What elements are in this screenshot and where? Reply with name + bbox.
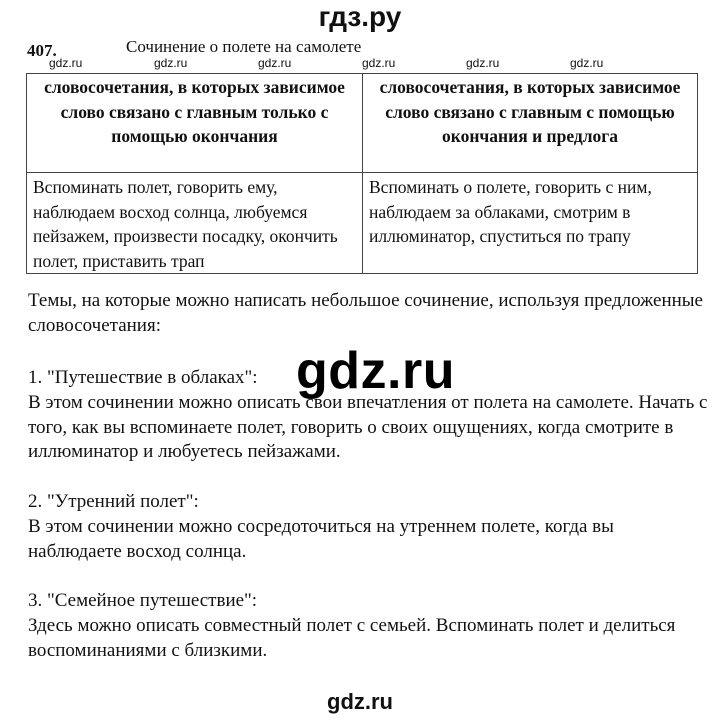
watermark: gdz.ru: [258, 56, 292, 70]
table-header-cell: словосочетания, в которых зависимое слово связано с главным только с помощью окончания: [27, 74, 363, 173]
watermark: gdz.ru: [154, 56, 188, 70]
topic-1-text: В этом сочинении можно описать свои впечатления от полета на самолете. Начать с того, как вы вспоминаете полет, говорить о своих ощущениях, когда смотрите в иллюминатор и любуетесь пейзажами.: [28, 392, 708, 462]
watermark: gdz.ru: [570, 56, 604, 70]
topic-2-title: 2. "Утренний полет":: [28, 491, 199, 512]
table-header-row: [27, 74, 698, 173]
exercise-number: 407.: [27, 41, 57, 60]
watermark: gdz.ru: [466, 56, 500, 70]
site-title: гдз.ру: [318, 1, 402, 32]
topic-1-title: 1. "Путешествие в облаках":: [28, 367, 258, 388]
watermark-large: gdz.ru: [296, 342, 455, 400]
table-cell: Вспоминать полет, говорить ему, наблюдаем восход солнца, любуемся пейзажем, произвести посадку, окончить полет, приставить трап: [27, 173, 363, 274]
word-combinations-table: [26, 73, 698, 274]
watermark-row: [0, 56, 720, 72]
watermark: gdz.ru: [362, 56, 396, 70]
table-header-cell: словосочетания, в которых зависимое слово связано с главным с помощью окончания и предлога: [363, 74, 698, 173]
topic-3-title: 3. "Семейное путешествие":: [28, 590, 258, 611]
table-row: [27, 173, 698, 274]
intro-paragraph: Темы, на которые можно написать небольшое сочинение, используя предложенные словосочетания:: [28, 290, 703, 336]
exercise-title: Сочинение о полете на самолете: [126, 37, 362, 56]
watermark-bottom: gdz.ru: [327, 689, 393, 714]
topic-2-text: В этом сочинении можно сосредоточиться на утреннем полете, когда вы наблюдаете восход солнца.: [28, 516, 614, 562]
watermark: gdz.ru: [49, 56, 83, 70]
topic-3-text: Здесь можно описать совместный полет с семьей. Вспоминать полет и делиться воспоминаниями с близкими.: [28, 615, 676, 661]
table-cell: Вспоминать о полете, говорить с ним, наблюдаем за облаками, смотрим в иллюминатор, спуститься по трапу: [363, 173, 698, 274]
